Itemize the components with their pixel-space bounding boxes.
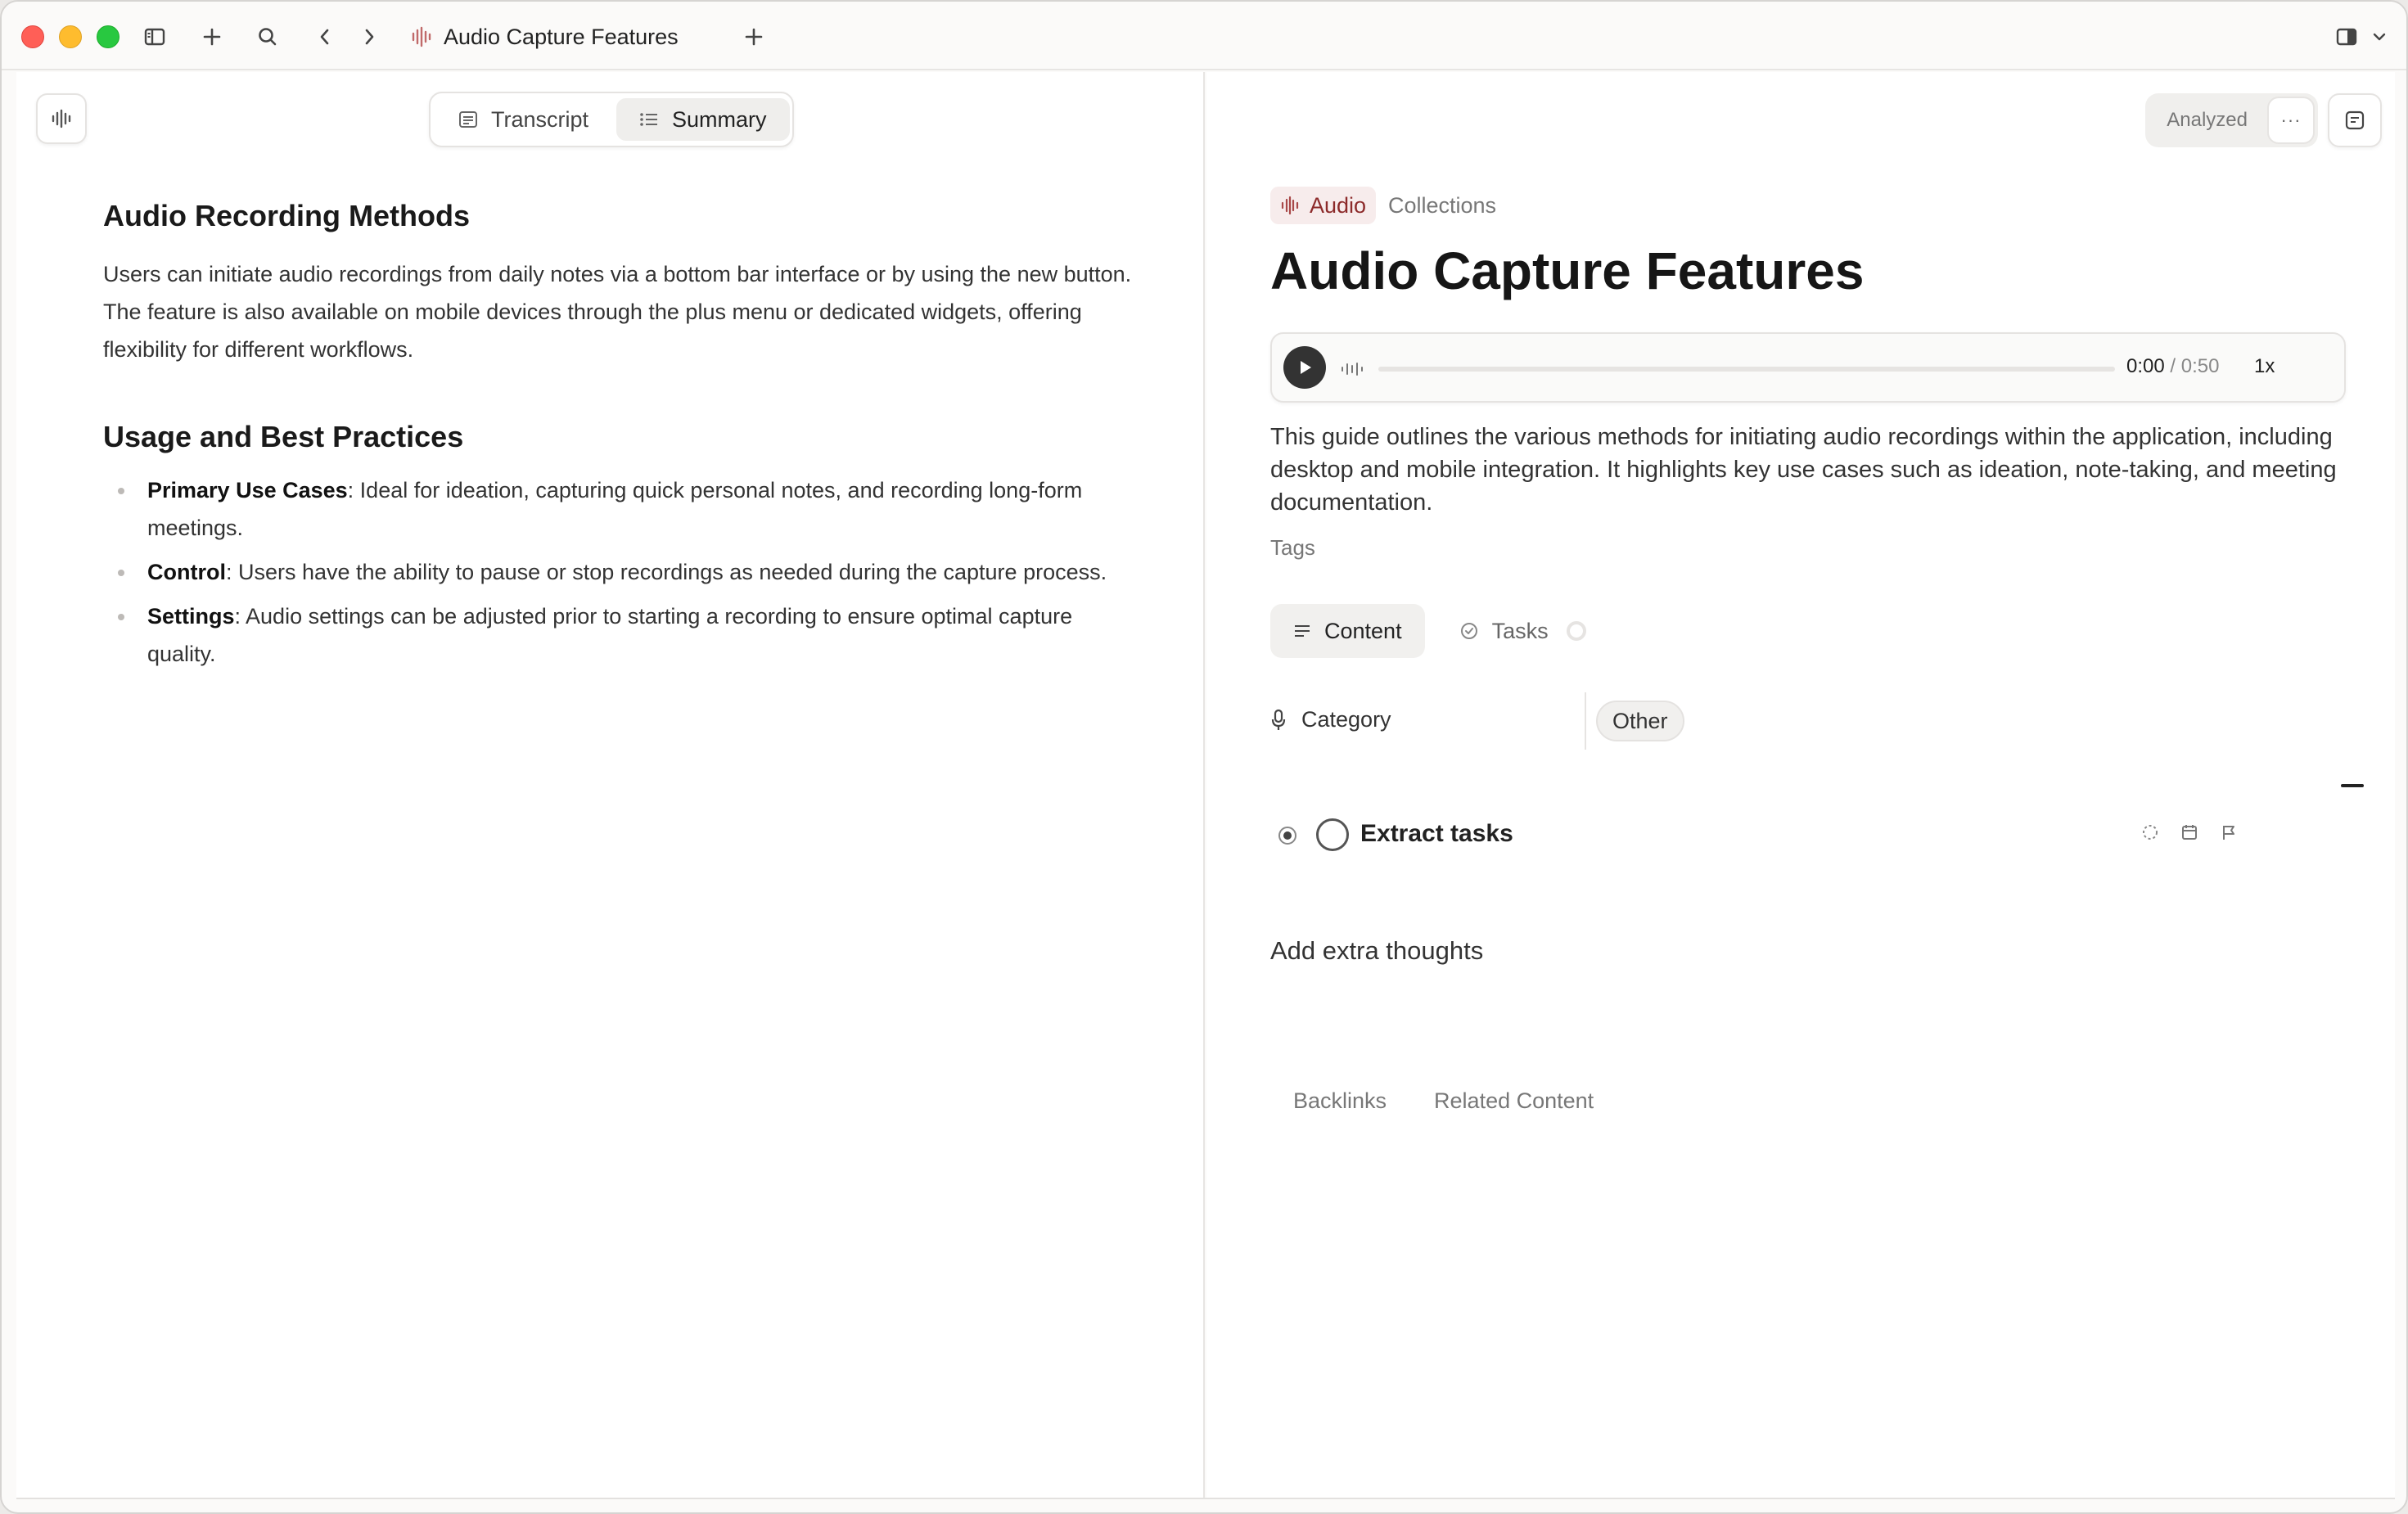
- list-icon: [639, 111, 659, 128]
- analysis-status-group: [2145, 93, 2318, 147]
- related-content-link[interactable]: Related Content: [1434, 1088, 1594, 1113]
- play-button[interactable]: [1283, 346, 1326, 389]
- list-item: [103, 553, 1134, 591]
- task-checkbox[interactable]: [1316, 818, 1349, 851]
- category-value-pill[interactable]: Other: [1596, 701, 1684, 741]
- list-item-term: Primary Use Cases: [147, 478, 348, 502]
- back-chevron-icon[interactable]: [309, 21, 340, 52]
- sidebar-toggle-icon[interactable]: [139, 21, 170, 52]
- page-title[interactable]: Audio Capture Features: [1270, 241, 1865, 300]
- playback-scrubber[interactable]: [1378, 367, 2115, 372]
- footer-links: [1293, 1088, 1594, 1114]
- category-label-group: [1270, 707, 1391, 732]
- calendar-icon[interactable]: [2180, 823, 2198, 841]
- list-item: [103, 471, 1134, 547]
- transcript-icon: [458, 110, 478, 128]
- section-heading: Audio Recording Methods: [103, 199, 470, 232]
- flag-icon[interactable]: [2220, 823, 2238, 841]
- microphone-icon: [1270, 709, 1287, 732]
- note-description[interactable]: This guide outlines the various methods for initiating audio recordings within the application, including desktop and mobile integration. It highlights key use cases such as ideation, note-taking, and meeting documentation.: [1270, 424, 2337, 516]
- text-lines-icon: [1293, 623, 1311, 639]
- audio-player: [1270, 332, 2346, 403]
- tasks-progress-ring: [1567, 621, 1586, 641]
- tab-content[interactable]: [1270, 604, 1425, 658]
- backlinks-link[interactable]: Backlinks: [1293, 1088, 1387, 1113]
- audio-waveform-icon: [1280, 196, 1300, 215]
- tab-tasks-label: Tasks: [1491, 618, 1549, 643]
- list-item-term: Control: [147, 560, 226, 584]
- audio-waveform-button[interactable]: [36, 93, 87, 144]
- bullet-list: [103, 471, 1134, 673]
- status-dashed-circle-icon[interactable]: [2141, 823, 2159, 841]
- search-icon[interactable]: [252, 21, 283, 52]
- collections-link[interactable]: Collections: [1388, 193, 1497, 218]
- tags-field[interactable]: Tags: [1270, 535, 1315, 560]
- tab-title[interactable]: Audio Capture Features: [444, 25, 679, 49]
- tab-content-label: Content: [1324, 618, 1402, 643]
- tab-summary-label: Summary: [672, 106, 767, 132]
- list-item-term: Settings: [147, 604, 235, 629]
- list-item-text: : Users have the ability to pause or stop recordings as needed during the capture process.: [225, 560, 1107, 584]
- section-heading: Usage and Best Practices: [103, 420, 464, 453]
- type-chip-label: Audio: [1310, 192, 1367, 218]
- current-time: 0:00: [2126, 355, 2165, 377]
- ellipsis-icon: ···: [2280, 110, 2302, 130]
- property-divider: [1585, 692, 1586, 750]
- waveform-icon: [51, 109, 72, 128]
- task-actions: [2141, 823, 2238, 841]
- category-label: Category: [1301, 707, 1391, 732]
- duration: 0:50: [2180, 355, 2220, 377]
- playback-speed-button[interactable]: 1x: [2254, 355, 2275, 377]
- new-tab-plus-icon[interactable]: [738, 21, 769, 52]
- summary-document: [103, 198, 1134, 679]
- task-radio[interactable]: [1278, 827, 1296, 845]
- chevron-down-icon[interactable]: [2364, 21, 2395, 52]
- analyzed-status: Analyzed: [2167, 109, 2248, 131]
- task-label[interactable]: Extract tasks: [1360, 820, 1513, 847]
- tab-tasks[interactable]: [1436, 604, 1609, 658]
- time-separator: /: [2170, 355, 2176, 377]
- type-chip-audio[interactable]: [1270, 187, 1376, 224]
- zoom-window-button[interactable]: [97, 25, 119, 48]
- minimize-window-button[interactable]: [59, 25, 82, 48]
- split-view-icon[interactable]: [2331, 21, 2362, 52]
- close-window-button[interactable]: [21, 25, 44, 48]
- tab-transcript-label: Transcript: [491, 106, 589, 132]
- task-row: [1270, 809, 2334, 861]
- tab-transcript[interactable]: [435, 98, 611, 141]
- play-icon: [1296, 358, 1314, 376]
- content-tabs: [1270, 604, 1609, 658]
- list-item: [103, 597, 1134, 673]
- note-panel-button[interactable]: [2328, 93, 2382, 147]
- bottom-divider: [16, 1498, 2395, 1499]
- note-detail-pane: [1206, 72, 2395, 1499]
- more-options-button[interactable]: [2267, 97, 2315, 144]
- title-bar: [2, 2, 2406, 70]
- section-paragraph: Users can initiate audio recordings from daily notes via a bottom bar interface or by using the new button. The feature is also available on mobile devices through the plus menu or dedicated widgets, offering flexibility for different workflows.: [103, 262, 1132, 362]
- extra-thoughts-input[interactable]: Add extra thoughts: [1270, 936, 1484, 965]
- new-note-plus-icon[interactable]: [196, 21, 228, 52]
- collapse-handle[interactable]: [2341, 784, 2364, 787]
- list-item-text: : Audio settings can be adjusted prior to starting a recording to ensure optimal capture quality.: [147, 604, 1073, 666]
- forward-chevron-icon[interactable]: [354, 21, 385, 52]
- note-icon: [2344, 110, 2365, 131]
- audio-waveform-icon: [406, 21, 437, 52]
- transcript-summary-pane: [16, 72, 1205, 1499]
- view-switcher: [429, 92, 794, 147]
- playback-time: [2126, 355, 2219, 378]
- category-property: [1270, 692, 2351, 750]
- tab-summary[interactable]: [616, 98, 790, 141]
- list-item-text: : Ideal for ideation, capturing quick personal notes, and recording long-form meetings.: [147, 478, 1083, 540]
- waveform-icon: [1339, 357, 1365, 381]
- check-circle-icon: [1459, 621, 1479, 641]
